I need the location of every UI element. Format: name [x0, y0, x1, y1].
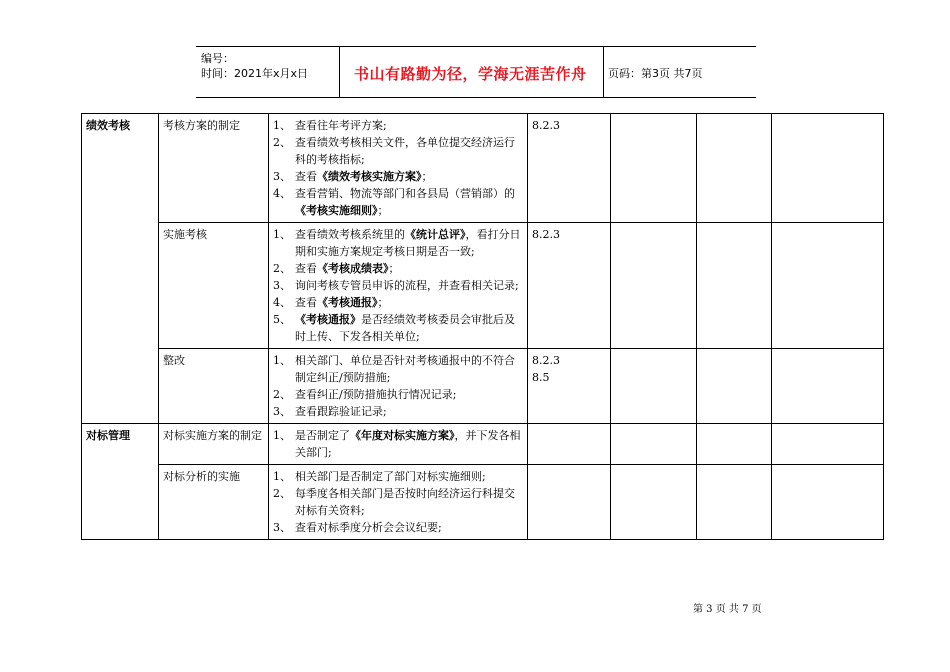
document-reference: 《考核实施细则》	[295, 204, 378, 217]
check-item-number: 2、	[273, 388, 291, 401]
task-cell: 考核方案的制定	[159, 114, 269, 223]
table-row	[82, 223, 884, 349]
check-item	[273, 403, 523, 420]
page-header	[196, 46, 756, 98]
check-item-fragment: ，看打分日期和实施方案规定考核日期是否一致;	[295, 228, 521, 258]
check-item	[273, 427, 523, 461]
check-item-fragment: 是否制定了	[295, 429, 350, 442]
document-reference: 《考核通报》	[317, 296, 378, 309]
header-motto: 书山有路勤为径，学海无涯苦作舟	[354, 65, 587, 83]
table-row	[82, 424, 884, 465]
task-cell: 对标实施方案的制定	[159, 424, 269, 465]
check-item-number: 4、	[273, 187, 291, 200]
clause-cell: 8.2.3	[528, 114, 611, 223]
check-item-number: 1、	[273, 354, 291, 367]
check-item-text	[295, 226, 523, 260]
check-item	[273, 260, 523, 277]
check-item-fragment: 查看绩效考核相关文件，各单位提交经济运行科的考核指标;	[295, 136, 515, 166]
empty-cell	[697, 114, 772, 223]
check-item-number: 3、	[273, 405, 291, 418]
check-item-fragment: 查看跟踪验证记录;	[295, 405, 387, 418]
check-item-fragment: 询问考核专管员申诉的流程，并查看相关记录;	[295, 279, 519, 292]
check-item-fragment: ；	[388, 262, 400, 275]
document-reference: 《绩效考核实施方案》	[317, 170, 422, 183]
check-item	[273, 168, 523, 185]
empty-cell	[611, 465, 697, 540]
empty-cell	[697, 424, 772, 465]
check-item	[273, 386, 523, 403]
check-item	[273, 468, 523, 485]
check-item-text	[295, 277, 523, 294]
page-footer: 第 3 页 共 7 页	[693, 604, 762, 615]
check-item-number: 1、	[273, 228, 291, 241]
check-item-fragment: 相关部门、单位是否针对考核通报中的不符合制定纠正/预防措施;	[295, 354, 515, 384]
check-items-cell	[269, 465, 528, 540]
task-cell: 实施考核	[159, 223, 269, 349]
empty-cell	[697, 465, 772, 540]
check-item-fragment: ，并下发各相关部门;	[295, 429, 521, 459]
check-item-text	[295, 260, 523, 277]
check-item-number: 3、	[273, 170, 291, 183]
empty-cell	[611, 114, 697, 223]
check-items-cell	[269, 114, 528, 223]
check-item-fragment: 查看营销、物流等部门和各县局（营销部）的	[295, 187, 515, 200]
check-item-number: 3、	[273, 521, 291, 534]
empty-cell	[611, 424, 697, 465]
check-item	[273, 277, 523, 294]
check-items-cell	[269, 349, 528, 424]
task-cell: 整改	[159, 349, 269, 424]
check-item-text	[295, 386, 523, 403]
check-item-fragment: 查看	[295, 296, 317, 309]
check-item	[273, 117, 523, 134]
check-item-text	[295, 427, 523, 461]
empty-cell	[697, 349, 772, 424]
empty-cell	[611, 223, 697, 349]
check-item	[273, 134, 523, 168]
check-item-text	[295, 117, 523, 134]
task-cell: 对标分析的实施	[159, 465, 269, 540]
document-reference: 《考核成绩表》	[317, 262, 389, 275]
check-item-fragment: 相关部门是否制定了部门对标实施细则;	[295, 470, 486, 483]
check-item-text	[295, 403, 523, 420]
clause-cell	[528, 465, 611, 540]
empty-cell	[611, 349, 697, 424]
empty-cell	[772, 223, 884, 349]
check-item-text	[295, 485, 523, 519]
check-item-fragment: ；	[377, 296, 389, 309]
check-item-fragment: ；	[377, 204, 389, 217]
check-item-number: 4、	[273, 296, 291, 309]
check-item-text	[295, 519, 523, 536]
check-item-fragment: 查看往年考评方案;	[295, 119, 387, 132]
category-cell: 绩效考核	[82, 114, 159, 424]
check-item-fragment: 查看	[295, 262, 317, 275]
check-item-text	[295, 185, 523, 219]
check-item-text	[295, 134, 523, 168]
check-item-fragment: 查看	[295, 170, 317, 183]
check-item	[273, 226, 523, 260]
header-meta	[196, 47, 339, 97]
check-item-text	[295, 352, 523, 386]
check-item	[273, 519, 523, 536]
check-item-number: 1、	[273, 429, 291, 442]
check-item-fragment: 查看纠正/预防措施执行情况记录;	[295, 388, 457, 401]
check-item-fragment: 查看绩效考核系统里的	[295, 228, 405, 241]
check-item-text	[295, 294, 523, 311]
document-reference: 《统计总评》	[405, 228, 466, 241]
empty-cell	[772, 424, 884, 465]
check-item-number: 1、	[273, 470, 291, 483]
empty-cell	[697, 223, 772, 349]
document-reference: 《考核通报》	[295, 313, 361, 326]
check-item	[273, 294, 523, 311]
empty-cell	[772, 114, 884, 223]
document-date-label: 时间：2021年x月x日	[201, 67, 309, 80]
check-item-fragment: 每季度各相关部门是否按时向经济运行科提交对标有关资料;	[295, 487, 515, 517]
check-item	[273, 185, 523, 219]
document-number-label: 编号：	[201, 52, 234, 65]
table-row	[82, 465, 884, 540]
check-item-fragment: 查看对标季度分析会会议纪要;	[295, 521, 442, 534]
check-item-number: 1、	[273, 119, 291, 132]
check-item-number: 5、	[273, 313, 291, 326]
header-page-number: 页码：第3页 共7页	[608, 67, 703, 80]
header-divider-2	[603, 47, 604, 97]
audit-checklist-table	[81, 113, 884, 540]
check-item-fragment: ；	[421, 170, 433, 183]
clause-cell	[528, 424, 611, 465]
table-body	[82, 114, 884, 540]
check-item-fragment: 是否经绩效考核委员会审批后及时上传、下发各相关单位;	[295, 313, 515, 343]
check-item-number: 2、	[273, 487, 291, 500]
check-items-cell	[269, 223, 528, 349]
check-item-number: 2、	[273, 262, 291, 275]
check-item	[273, 311, 523, 345]
check-item-text	[295, 468, 523, 485]
table-row	[82, 349, 884, 424]
category-cell: 对标管理	[82, 424, 159, 540]
check-item-number: 3、	[273, 279, 291, 292]
check-item-number: 2、	[273, 136, 291, 149]
check-item	[273, 352, 523, 386]
empty-cell	[772, 465, 884, 540]
document-reference: 《年度对标实施方案》	[350, 429, 455, 442]
clause-cell: 8.2.3	[528, 223, 611, 349]
check-item-text	[295, 168, 523, 185]
check-item	[273, 485, 523, 519]
check-items-cell	[269, 424, 528, 465]
table-row	[82, 114, 884, 223]
empty-cell	[772, 349, 884, 424]
check-item-text	[295, 311, 523, 345]
clause-cell: 8.2.3 8.5	[528, 349, 611, 424]
